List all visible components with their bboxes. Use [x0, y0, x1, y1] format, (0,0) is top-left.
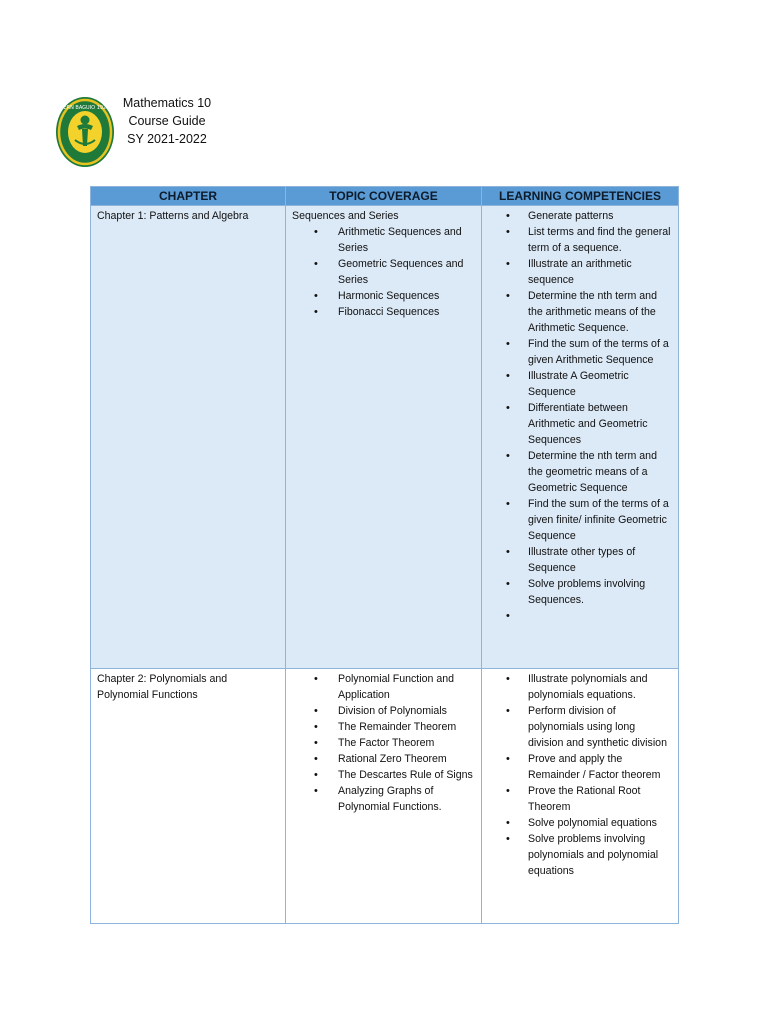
logo-text: FERN BAGUIO 1923: [60, 105, 110, 111]
chapter-cell: Chapter 2: Polynomials and Polynomial Functions: [91, 669, 286, 924]
table-row: [91, 206, 679, 669]
list-item: • Find the sum of the terms of a given finite/ infinite Geometric Sequence: [488, 496, 672, 544]
header-learning-competencies: LEARNING COMPETENCIES: [482, 187, 679, 206]
list-item: • Perform division of polynomials using long division and synthetic division: [488, 703, 672, 751]
course-guide-table: [90, 186, 679, 924]
list-item: • Generate patterns: [488, 208, 672, 224]
list-item: • Prove the Rational Root Theorem: [488, 783, 672, 815]
list-item: • Illustrate polynomials and polynomials equations.: [488, 671, 672, 703]
list-item: • Illustrate an arithmetic sequence: [488, 256, 672, 288]
document-title-block: [108, 94, 226, 148]
school-year: SY 2021-2022: [127, 132, 207, 146]
list-item: • Differentiate between Arithmetic and Geometric Sequences: [488, 400, 672, 448]
list-item: [488, 608, 672, 624]
list-item: • Solve problems involving Sequences.: [488, 576, 672, 608]
list-item: • Solve polynomial equations: [488, 815, 672, 831]
list-item: • Determine the nth term and the geometric means of a Geometric Sequence: [488, 448, 672, 496]
list-item: • The Descartes Rule of Signs: [292, 767, 475, 783]
topic-list: [292, 224, 475, 320]
list-item: • Division of Polynomials: [292, 703, 475, 719]
list-item: • Determine the nth term and the arithmetic means of the Arithmetic Sequence.: [488, 288, 672, 336]
list-item: • Rational Zero Theorem: [292, 751, 475, 767]
list-item: • Solve problems involving polynomials and polynomial equations: [488, 831, 672, 879]
table-row: [91, 669, 679, 924]
header-chapter: CHAPTER: [91, 187, 286, 206]
table-header-row: [91, 187, 679, 206]
document-title: Mathematics 10: [122, 96, 212, 110]
competency-list: [488, 208, 672, 624]
list-item: • Polynomial Function and Application: [292, 671, 475, 703]
list-item: • The Remainder Theorem: [292, 719, 475, 735]
competency-cell: [482, 669, 679, 924]
school-logo-icon: [55, 96, 115, 168]
header-topic-coverage: TOPIC COVERAGE: [286, 187, 482, 206]
list-item: • Find the sum of the terms of a given Arithmetic Sequence: [488, 336, 672, 368]
topic-cell: [286, 206, 482, 669]
list-item: • Geometric Sequences and Series: [292, 256, 475, 288]
topic-heading: Sequences and Series: [292, 210, 399, 222]
list-item: • The Factor Theorem: [292, 735, 475, 751]
list-item: • List terms and find the general term of a sequence.: [488, 224, 672, 256]
list-item: • Harmonic Sequences: [292, 288, 475, 304]
list-item: • Prove and apply the Remainder / Factor theorem: [488, 751, 672, 783]
competency-list: [488, 671, 672, 879]
document-subtitle: Course Guide: [128, 114, 206, 128]
competency-cell: [482, 206, 679, 669]
list-item: • Fibonacci Sequences: [292, 304, 475, 320]
list-item: • Arithmetic Sequences and Series: [292, 224, 475, 256]
chapter-cell: Chapter 1: Patterns and Algebra: [91, 206, 286, 669]
list-item: • Illustrate other types of Sequence: [488, 544, 672, 576]
topic-list: [292, 671, 475, 815]
list-item: • Analyzing Graphs of Polynomial Functions.: [292, 783, 475, 815]
list-item: • Illustrate A Geometric Sequence: [488, 368, 672, 400]
topic-cell: [286, 669, 482, 924]
